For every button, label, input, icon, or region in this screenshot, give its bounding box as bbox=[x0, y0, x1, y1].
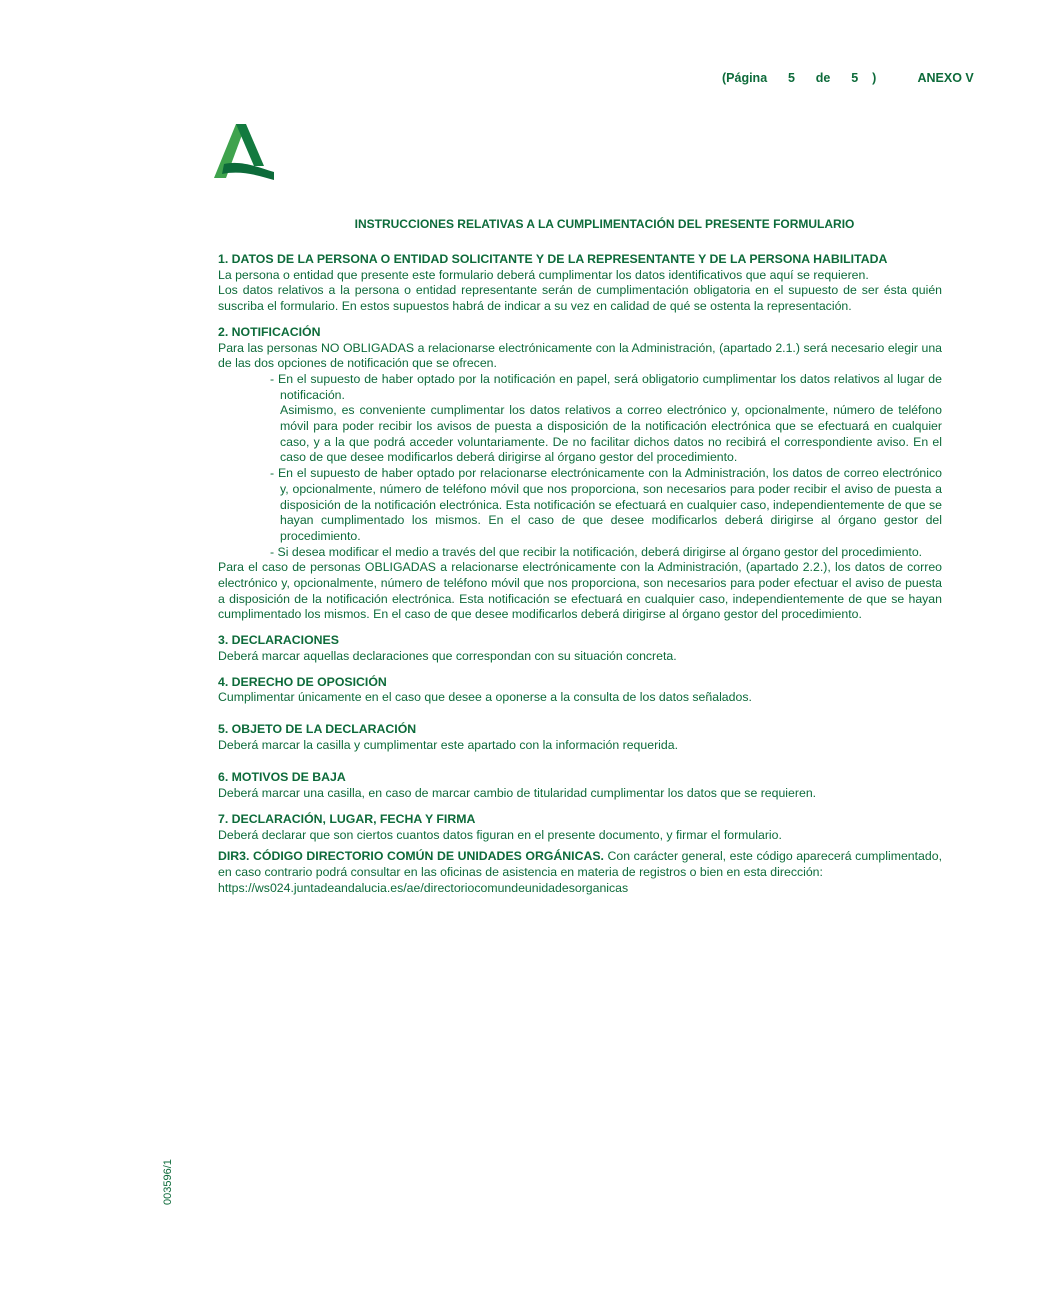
section-2-p1: Para las personas NO OBLIGADAS a relacionarse electrónicamente con la Administración, (apartado 2.1.) será necesario elegir una de las dos opciones de notificación que se ofrecen. bbox=[218, 340, 942, 371]
pagina-label: (Página bbox=[722, 71, 768, 85]
section-1-heading: 1. DATOS DE LA PERSONA O ENTIDAD SOLICITANTE Y DE LA REPRESENTANTE Y DE LA PERSONA HABILITADA bbox=[218, 252, 888, 266]
section-dir3 bbox=[218, 849, 942, 896]
section-2 bbox=[218, 325, 942, 623]
section-3 bbox=[218, 633, 942, 664]
page-total: 5 bbox=[851, 71, 859, 85]
document-title: INSTRUCCIONES RELATIVAS A LA CUMPLIMENTACIÓN DEL PRESENTE FORMULARIO bbox=[354, 217, 855, 231]
section-4-p1: Cumplimentar únicamente en el caso que desee a oponerse a la consulta de los datos señalados. bbox=[218, 690, 752, 705]
section-2-bullet-3: - Si desea modificar el medio a través del que recibir la notificación, deberá dirigirse al órgano gestor del procedimiento. bbox=[270, 544, 923, 559]
section-5-p1: Deberá marcar la casilla y cumplimentar este apartado con la información requerida. bbox=[218, 737, 678, 752]
section-2-bullet-1: - En el supuesto de haber optado por la notificación en papel, será obligatorio cumplimentar los datos relativos al lugar de notificación. bbox=[270, 371, 942, 402]
section-dir3-text bbox=[218, 849, 942, 880]
section-2-bullet-2: - En el supuesto de haber optado por relacionarse electrónicamente con la Administración, los datos de correo electrónico y, opcionalmente, número de teléfono móvil que nos proporciona, son necesarios para poder recibir el aviso de puesta a disposición de la notificación electrónica. Esta notificación se efectuará en cualquier caso, independientemente de que se hayan cumplimentado los mismos. En el caso de que desee modificarlos deberá dirigirse al órgano gestor del procedimiento. bbox=[270, 466, 942, 543]
section-dir3-heading: DIR3. CÓDIGO DIRECTORIO COMÚN DE UNIDADES ORGÁNICAS. bbox=[218, 849, 604, 864]
section-6 bbox=[218, 770, 942, 801]
section-7-p1: Deberá declarar que son ciertos cuantos datos figuran en el presente documento, y firmar el formulario. bbox=[218, 827, 782, 842]
section-2-p2: Para el caso de personas OBLIGADAS a relacionarse electrónicamente con la Administración, (apartado 2.2.), los datos de correo electrónico y, opcionalmente, número de teléfono móvil que nos proporciona, son necesarios para poder efectuar el aviso de puesta a disposición de la notificación electrónica. Esta notificación se efectuará en cualquier caso, independientemente de que se hayan cumplimentado los mismos. En el caso de que desee modificarlos deberá dirigirse al órgano gestor del procedimiento. bbox=[218, 560, 942, 622]
section-7-heading: 7. DECLARACIÓN, LUGAR, FECHA Y FIRMA bbox=[218, 811, 476, 826]
section-2-bullets bbox=[270, 372, 942, 560]
section-2-heading: 2. NOTIFICACIÓN bbox=[218, 324, 321, 339]
dir3-url-link[interactable]: https://ws024.juntadeandalucia.es/ae/directoriocomundeunidadesorganicas bbox=[218, 880, 629, 895]
section-3-p1: Deberá marcar aquellas declaraciones que correspondan con su situación concreta. bbox=[218, 648, 677, 663]
section-6-p1: Deberá marcar una casilla, en caso de marcar cambio de titularidad cumplimentar los datos que se requieren. bbox=[218, 786, 817, 801]
instructions-body bbox=[218, 252, 942, 906]
section-7 bbox=[218, 812, 942, 843]
section-1 bbox=[218, 252, 942, 315]
page-header bbox=[722, 71, 974, 85]
section-4-heading: 4. DERECHO DE OPOSICIÓN bbox=[218, 674, 387, 689]
page-current: 5 bbox=[788, 71, 795, 85]
section-3-heading: 3. DECLARACIONES bbox=[218, 633, 339, 648]
section-6-heading: 6. MOTIVOS DE BAJA bbox=[218, 770, 346, 785]
section-dir3-p1: Con carácter general, este código aparecerá cumplimentado, en caso contrario podrá consultar en las oficinas de asistencia en materia de registros o bien en esta dirección: bbox=[218, 849, 942, 879]
section-5 bbox=[218, 722, 942, 753]
annex-label: ANEXO V bbox=[917, 71, 974, 85]
close-paren: ) bbox=[872, 71, 877, 85]
section-4 bbox=[218, 675, 942, 706]
section-1-p1: La persona o entidad que presente este formulario deberá cumplimentar los datos identificativos que aquí se requieren. bbox=[218, 267, 869, 282]
section-1-p2: Los datos relativos a la persona o entidad representante serán de cumplimentación obligatoria en el supuesto de ser ésta quién suscriba el formulario. En estos supuestos habrá de indicar a su vez en calidad de qué se ostenta la representación. bbox=[218, 283, 942, 314]
junta-andalucia-logo-icon bbox=[212, 120, 276, 184]
form-code: 003596/1 bbox=[162, 1159, 174, 1205]
de-label: de bbox=[815, 71, 831, 85]
section-2-bullet-1-cont: Asimismo, es conveniente cumplimentar los datos relativos a correo electrónico y, opcionalmente, número de teléfono móvil para poder recibir los avisos de puesta a disposición de la notificación electrónica que se efectuará en cualquier caso, y a la que podrá acceder voluntariamente. De no facilitar dichos datos no recibirá el correspondiente aviso. En el caso de que desee modificarlos deberá dirigirse al órgano gestor del procedimiento. bbox=[280, 403, 942, 465]
section-5-heading: 5. OBJETO DE LA DECLARACIÓN bbox=[218, 721, 417, 736]
